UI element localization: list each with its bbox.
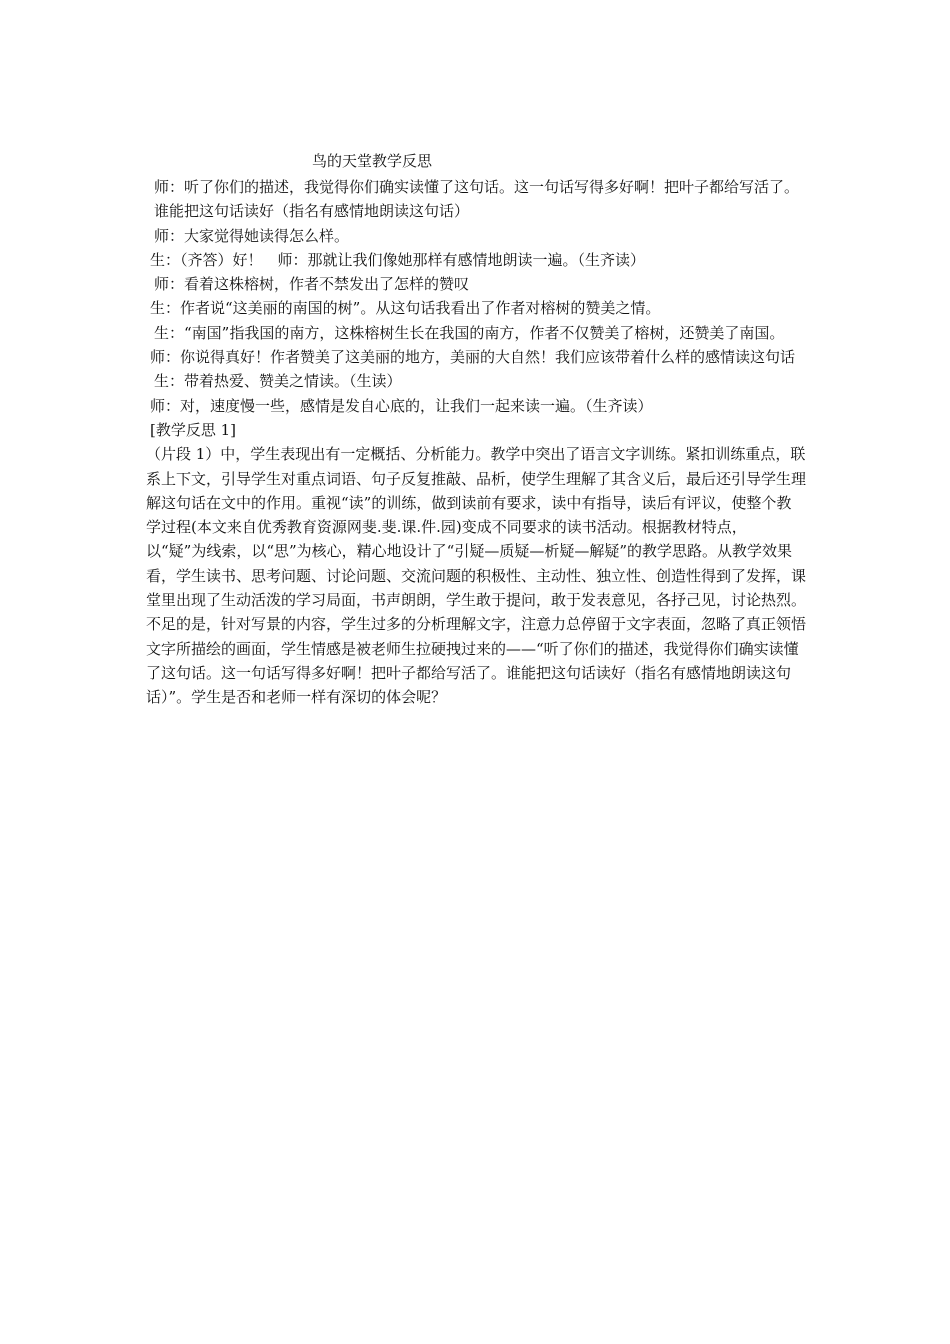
- paragraph-student-1: 生：（齐答）好！ 师：那就让我们像她那样有感情地朗读一遍。（生齐读）: [150, 250, 646, 269]
- paragraph-teacher-2: 师：大家觉得她读得怎么样。: [154, 226, 350, 245]
- document-title: 鸟的天堂教学反思: [312, 152, 433, 170]
- paragraph-teacher-3: 师：看着这株榕树，作者不禁发出了怎样的赞叹: [154, 275, 470, 294]
- paragraph-student-2: 生：作者说“这美丽的南国的树”。从这句话我看出了作者对榕树的赞美之情。: [150, 299, 661, 318]
- document-body: [146, 175, 806, 710]
- reflection-body: （片段 1）中，学生表现出有一定概括、分析能力。教学中突出了语言文字训练。紧扣训练重点，联系上下文，引导学生对重点词语、句子反复推敲、品析，使学生理解了其含义后，最后还引导学生理解这句话在文中的作用。重视“读”的训练，做到读前有要求，读中有指导，读后有评议，使整个教学过程(本文来自优秀教育资源网斐.斐.课.件.园)变成不同要求的读书活动。根据教材特点，以“疑”为线索，以“思”为核心，精心地设计了“引疑—质疑—析疑—解疑”的教学思路。从教学效果看，学生读书、思考问题、讨论问题、交流问题的积极性、主动性、独立性、创造性得到了发挥，课堂里出现了生动活泼的学习局面，书声朗朗，学生敢于提问，敢于发表意见，各抒己见，讨论热烈。不足的是，针对写景的内容，学生过多的分析理解文字，注意力总停留于文字表面，忽略了真正领悟文字所描绘的画面，学生情感是被老师生拉硬拽过来的——“听了你们的描述，我觉得你们确实读懂了这句话。这一句话写得多好啊！把叶子都给写活了。谁能把这句话读好（指名有感情地朗读这句话）”。学生是否和老师一样有深切的体会呢？: [146, 445, 807, 707]
- reflection-heading: [教学反思 1]: [150, 420, 237, 439]
- paragraph-teacher-4: 师：你说得真好！作者赞美了这美丽的地方，美丽的大自然！我们应该带着什么样的感情读这句话: [150, 348, 796, 367]
- paragraph-student-3: 生：“南国”指我国的南方，这株榕树生长在我国的南方，作者不仅赞美了榕树，还赞美了南国。: [154, 323, 785, 342]
- paragraph-teacher-5: 师：对，速度慢一些，感情是发自心底的，让我们一起来读一遍。（生齐读）: [150, 396, 653, 415]
- paragraph-teacher-1: 师：听了你们的描述，我觉得你们确实读懂了这句话。这一句话写得多好啊！把叶子都给写活了。谁能把这句话读好（指名有感情地朗读这句话）: [154, 178, 800, 221]
- paragraph-student-4: 生：带着热爱、赞美之情读。（生读）: [154, 372, 402, 391]
